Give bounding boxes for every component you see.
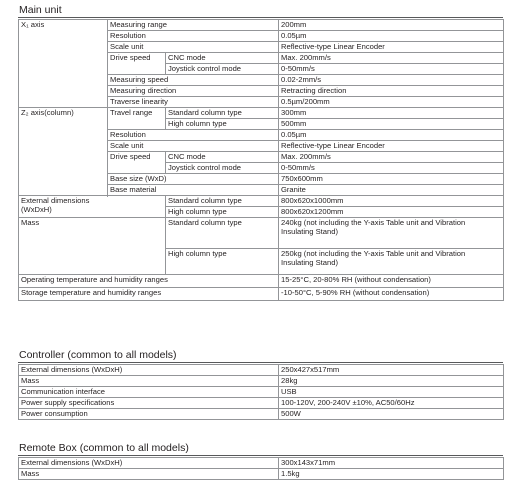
row-label: Drive speed: [108, 53, 166, 75]
row-label: Measuring range: [108, 20, 279, 31]
table-row: [19, 398, 504, 409]
row-value: 750x600mm: [279, 174, 504, 185]
sub-label: High column type: [166, 207, 279, 218]
row-value: 200mm: [279, 20, 504, 31]
controller-title: Controller (common to all models): [19, 349, 177, 361]
row-value: Granite: [279, 185, 504, 196]
row-label: Resolution: [108, 31, 279, 42]
row-label: Scale unit: [108, 141, 279, 152]
row-value: Max. 200mm/s: [279, 152, 504, 163]
sub-label: CNC mode: [166, 53, 279, 64]
sub-label: High column type: [166, 119, 279, 130]
row-value: 250x427x517mm: [279, 365, 504, 376]
row-value: 0.5µm/200mm: [279, 97, 504, 108]
value-line: 250kg (not including the Y-axis Table unit and Vibration: [281, 249, 466, 258]
row-label: Power consumption: [19, 409, 279, 420]
row-label: External dimensions (WxDxH): [19, 458, 279, 469]
row-label: Measuring direction: [108, 86, 279, 97]
table-row: [19, 288, 504, 301]
row-value: [279, 249, 504, 275]
table-row: [19, 196, 504, 207]
table-row: [19, 108, 504, 119]
main-unit-table: [18, 19, 504, 301]
label-line: (WxDxH): [21, 205, 52, 214]
row-value: 800x620x1000mm: [279, 196, 504, 207]
controller-table: [18, 364, 504, 420]
row-label: Drive speed: [108, 152, 166, 174]
row-value: Reflective-type Linear Encoder: [279, 42, 504, 53]
table-row: [19, 458, 504, 469]
label-line: External dimensions: [21, 196, 90, 205]
table-row: [19, 365, 504, 376]
table-row: [19, 218, 504, 249]
row-value: -10-50°C, 5-90% RH (without condensation): [279, 288, 504, 301]
main-unit-title: Main unit: [19, 4, 62, 16]
row-value: 0.02-2mm/s: [279, 75, 504, 86]
row-value: 800x620x1200mm: [279, 207, 504, 218]
external-dimensions-label: [19, 196, 166, 218]
table-row: [19, 469, 504, 480]
row-value: 300x143x71mm: [279, 458, 504, 469]
table-row: [19, 409, 504, 420]
sub-label: Standard column type: [166, 108, 279, 119]
z2-axis-label: Z₂ axis(column): [19, 108, 108, 196]
value-line: Insulating Stand): [281, 227, 338, 236]
row-label: Traverse linearity: [108, 97, 279, 108]
row-label: Communication interface: [19, 387, 279, 398]
remote-box-title: Remote Box (common to all models): [19, 442, 189, 454]
table-row: [19, 20, 504, 31]
row-value: 500W: [279, 409, 504, 420]
row-value: 500mm: [279, 119, 504, 130]
row-value: Retracting direction: [279, 86, 504, 97]
mass-label: Mass: [19, 218, 166, 275]
row-label: Base material: [108, 185, 279, 196]
row-value: Reflective-type Linear Encoder: [279, 141, 504, 152]
row-label: Measuring speed: [108, 75, 279, 86]
table-row: [19, 376, 504, 387]
row-value: 0.05µm: [279, 31, 504, 42]
row-value: 0.05µm: [279, 130, 504, 141]
remote-box-table: [18, 457, 504, 480]
value-line: 240kg (not including the Y-axis Table unit and Vibration: [281, 218, 466, 227]
table-row: [19, 275, 504, 288]
main-unit-divider: [18, 17, 503, 18]
row-label: Operating temperature and humidity ranges: [19, 275, 279, 288]
remote-box-divider: [18, 455, 503, 456]
row-label: Scale unit: [108, 42, 279, 53]
sub-label: Joystick control mode: [166, 64, 279, 75]
value-line: Insulating Stand): [281, 258, 338, 267]
row-label: Mass: [19, 469, 279, 480]
row-label: Power supply specifications: [19, 398, 279, 409]
row-value: Max. 200mm/s: [279, 53, 504, 64]
row-label: Mass: [19, 376, 279, 387]
row-label: Resolution: [108, 130, 279, 141]
row-label: External dimensions (WxDxH): [19, 365, 279, 376]
row-value: 28kg: [279, 376, 504, 387]
sub-label: Standard column type: [166, 196, 279, 207]
row-value: USB: [279, 387, 504, 398]
table-row: [19, 387, 504, 398]
row-value: 1.5kg: [279, 469, 504, 480]
row-label: Travel range: [108, 108, 166, 130]
controller-divider: [18, 362, 503, 363]
sub-label: CNC mode: [166, 152, 279, 163]
row-value: 0-50mm/s: [279, 163, 504, 174]
sub-label: Joystick control mode: [166, 163, 279, 174]
row-label: Base size (WxD): [108, 174, 279, 185]
row-value: 0-50mm/s: [279, 64, 504, 75]
row-value: 100-120V, 200-240V ±10%, AC50/60Hz: [279, 398, 504, 409]
row-value: 300mm: [279, 108, 504, 119]
row-value: [279, 218, 504, 249]
sub-label: Standard column type: [166, 218, 279, 249]
x1-axis-label: X₁ axis: [19, 20, 108, 108]
row-label: Storage temperature and humidity ranges: [19, 288, 279, 301]
row-value: 15-25°C, 20-80% RH (without condensation): [279, 275, 504, 288]
sub-label: High column type: [166, 249, 279, 275]
